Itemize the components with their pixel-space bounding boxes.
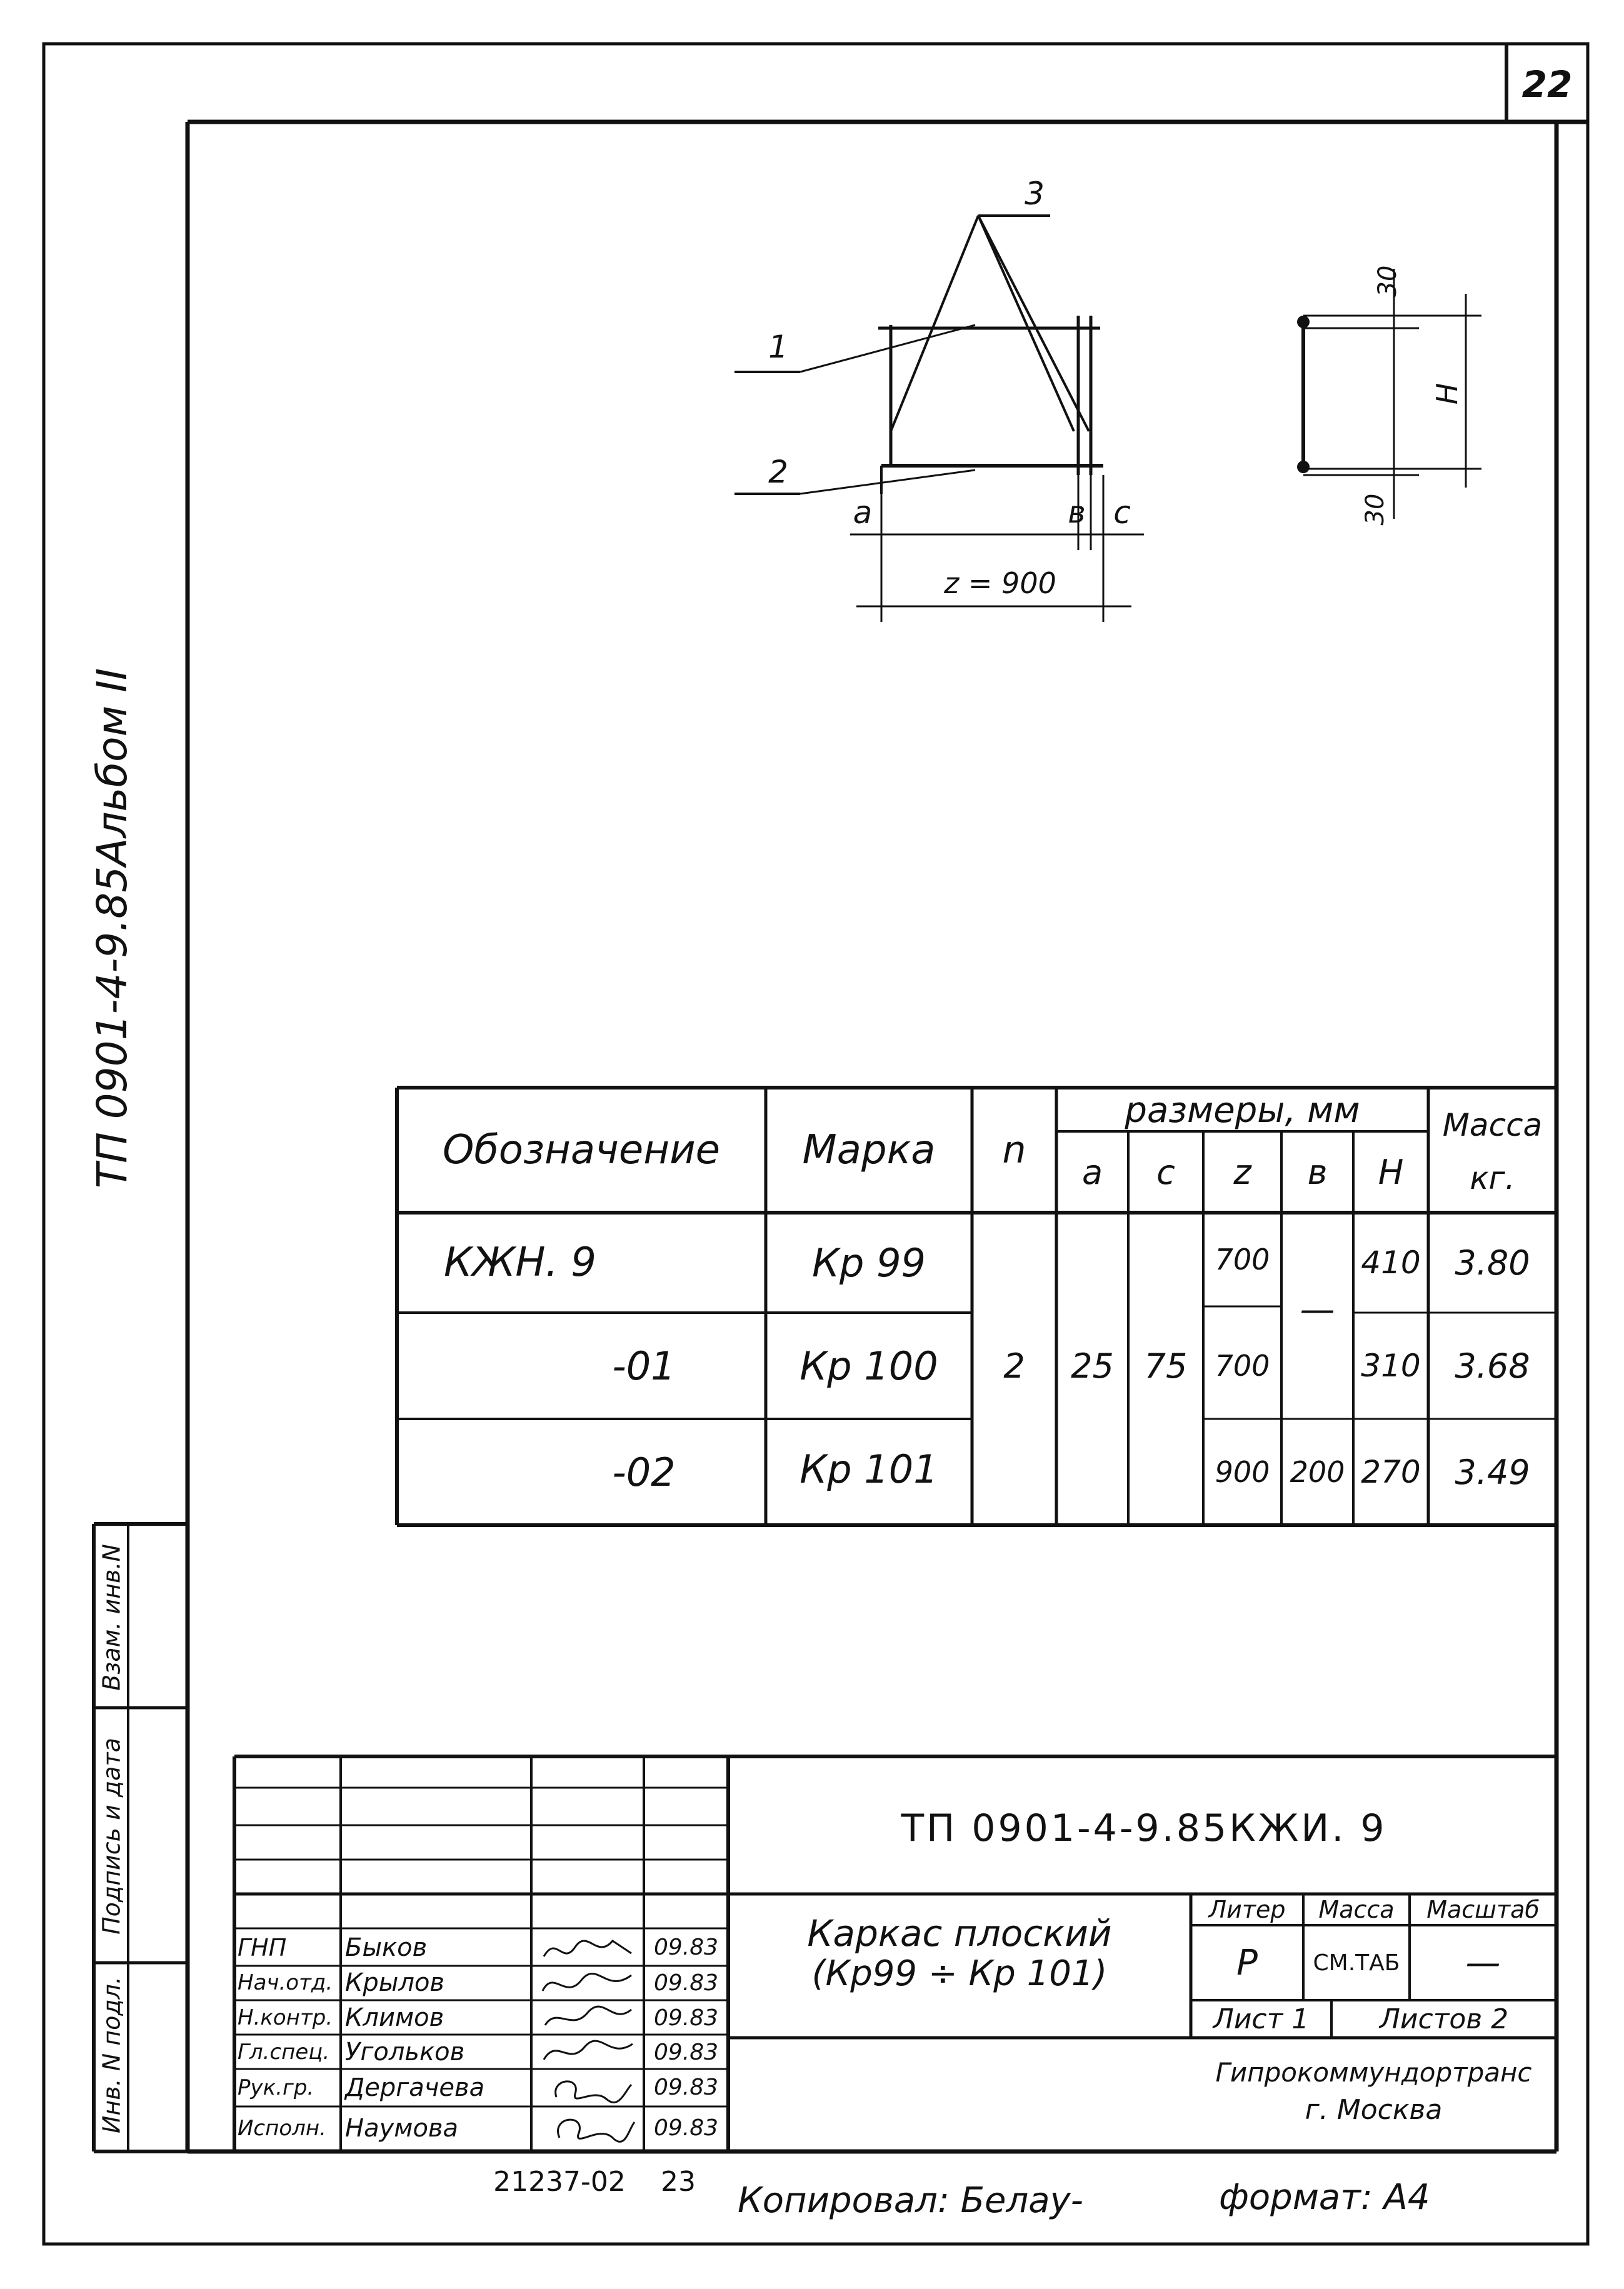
footer-order-number: 21237-02 [493, 2165, 626, 2198]
signer-role: Н.контр. [238, 2005, 333, 2030]
row-3-designation: -02 [612, 1449, 676, 1495]
sheet-label: Лист 1 [1213, 2003, 1310, 2035]
signer-role: Рук.гр. [238, 2075, 314, 2100]
header-designation: Обозначение [442, 1127, 721, 1173]
row-1-h: 410 [1361, 1245, 1421, 1281]
signature-mark [543, 1973, 631, 1991]
sketch-label-3: 3 [1025, 176, 1045, 212]
header-n: n [1002, 1128, 1026, 1172]
header-h: H [1378, 1152, 1404, 1192]
row-3-mass: 3.49 [1455, 1452, 1530, 1492]
sketch-label-2: 2 [768, 454, 788, 490]
signer-role: ГНП [238, 1933, 287, 1961]
sheet-number: 22 [1521, 63, 1573, 106]
signatures [538, 1931, 641, 2150]
row-2-h: 310 [1361, 1348, 1421, 1384]
row-3-b: 200 [1290, 1455, 1345, 1489]
footer-format: формат: А4 [1219, 2176, 1430, 2218]
signature-mark [556, 2081, 631, 2103]
org-line2: г. Москва [1305, 2093, 1443, 2126]
mass-value: СМ.ТАБ [1313, 1950, 1400, 1976]
footer-copied: Копировал: Белау- [738, 2180, 1083, 2221]
side-stamp-replaces-inv: Взам. инв.N [98, 1544, 125, 1691]
title-block-name-line2: (Кр99 ÷ Кр 101) [811, 1953, 1108, 1994]
dimension-z: z = 900 [944, 566, 1056, 600]
header-mass-unit: кг. [1470, 1160, 1515, 1196]
row-3-mark: Кр 101 [799, 1446, 938, 1492]
signer-name: Быков [345, 1933, 428, 1962]
signer-name: Крылов [345, 1968, 444, 1997]
signer-role: Нач.отд. [238, 1970, 333, 1995]
row-1-mark: Кр 99 [812, 1240, 926, 1286]
sketch-label-1: 1 [768, 329, 788, 365]
dimension-c: c [1113, 494, 1131, 531]
signer-date: 09.83 [653, 1970, 719, 1996]
scale-label: Масштаб [1426, 1896, 1540, 1923]
signer-date: 09.83 [653, 2005, 719, 2031]
row-2-z: 700 [1215, 1349, 1270, 1383]
header-mass: Масса [1442, 1107, 1543, 1143]
signer-role: Гл.спец. [238, 2040, 330, 2065]
signature-mark [544, 1941, 631, 1956]
signature-mark [544, 2041, 633, 2060]
row-2-designation: -01 [612, 1343, 676, 1389]
row-3-z: 900 [1215, 1455, 1270, 1489]
title-block-name-line1: Каркас плоский [807, 1911, 1112, 1955]
signer-date: 09.83 [653, 2115, 719, 2141]
signer-date: 09.83 [653, 2075, 719, 2100]
signature-mark [545, 2006, 631, 2025]
side-stamp-inv-orig: Инв. N подл. [98, 1976, 125, 2134]
row-2-mark: Кр 100 [799, 1343, 938, 1389]
merged-a: 25 [1071, 1346, 1114, 1386]
side-title: ТП 0901-4-9.85Альбом II [88, 668, 136, 1189]
header-b: в [1307, 1152, 1328, 1192]
side-stamp-sign-date: Подпись и дата [98, 1738, 125, 1935]
signer-name: Дергачева [345, 2073, 485, 2102]
merged-c: 75 [1144, 1346, 1188, 1386]
title-block-code: ТП 0901-4-9.85КЖИ. 9 [901, 1806, 1387, 1850]
row-1-designation: КЖН. 9 [444, 1240, 596, 1286]
signer-name: Климов [345, 2003, 444, 2032]
header-sizes: размеры, мм [1125, 1089, 1360, 1131]
dimension-30-bottom: 30 [1361, 493, 1390, 526]
dimension-30-top: 30 [1373, 265, 1402, 298]
liter-value: Р [1236, 1942, 1258, 1983]
row-1-mass: 3.80 [1455, 1243, 1530, 1283]
signer-role: Исполн. [238, 2115, 326, 2141]
signer-name: Наумова [345, 2113, 458, 2143]
row-2-mass: 3.68 [1455, 1346, 1530, 1386]
merged-b-dash: — [1300, 1289, 1335, 1330]
mass-label: Масса [1318, 1896, 1395, 1923]
dimension-a: a [853, 494, 873, 531]
header-mark: Марка [802, 1127, 936, 1173]
dimension-b: в [1068, 495, 1086, 530]
merged-n: 2 [1003, 1346, 1025, 1386]
row-3-h: 270 [1361, 1454, 1421, 1490]
signer-date: 09.83 [653, 1935, 719, 1960]
signature-mark [558, 2120, 634, 2141]
liter-label: Литер [1208, 1896, 1286, 1923]
header-z: z [1233, 1152, 1251, 1192]
org-line1: Гипрокоммундортранс [1215, 2056, 1532, 2088]
sheets-label: Листов 2 [1379, 2003, 1509, 2035]
header-a: a [1081, 1152, 1103, 1192]
dimension-h: H [1430, 383, 1464, 405]
scale-value: — [1465, 1942, 1501, 1983]
row-1-z: 700 [1215, 1243, 1270, 1276]
signer-name: Угольков [345, 2038, 465, 2066]
signer-date: 09.83 [653, 2039, 719, 2065]
footer-page-number: 23 [661, 2165, 696, 2198]
header-c: c [1156, 1152, 1175, 1192]
